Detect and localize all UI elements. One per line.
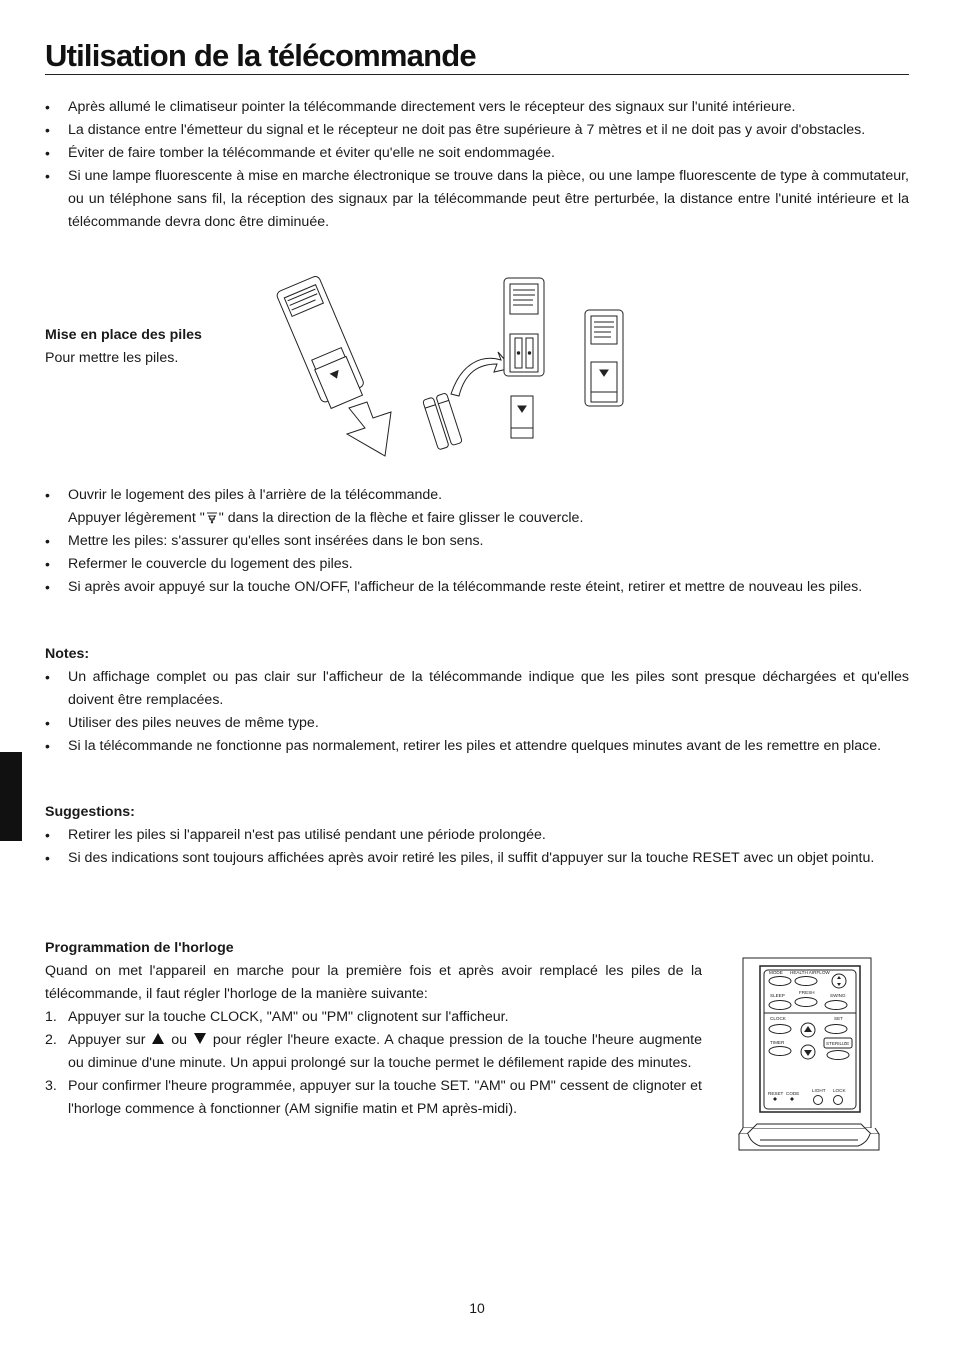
clock-intro: Quand on met l'appareil en marche pour la première fois et après avoir remplacé les piles de la télécommande, il faut régler l'horloge de la manière suivante: bbox=[45, 963, 702, 1002]
sterilize-button[interactable] bbox=[827, 1051, 849, 1060]
list-item: • Mettre les piles: s'assurer qu'elles sont insérées dans le bon sens. bbox=[45, 530, 915, 553]
step-number: 3. bbox=[45, 1078, 57, 1094]
light-button[interactable] bbox=[814, 1096, 823, 1105]
batteries-icon bbox=[423, 393, 463, 450]
remote-control-illustration bbox=[738, 954, 880, 1154]
list-item bbox=[45, 1075, 702, 1121]
list-item: • Refermer le couvercle du logement des piles. bbox=[45, 553, 915, 576]
set-button[interactable] bbox=[825, 1025, 847, 1034]
code-label: CODE bbox=[786, 1091, 800, 1096]
health-airflow-label: HEALTH AIRFLOW bbox=[790, 970, 830, 975]
step-number: 1. bbox=[45, 1009, 57, 1025]
notes-section bbox=[45, 643, 909, 758]
page-title: Utilisation de la télécommande bbox=[45, 38, 476, 73]
suggestions-section bbox=[45, 801, 915, 870]
suggestions-heading: Suggestions: bbox=[45, 804, 135, 820]
insert-arrow-icon bbox=[451, 352, 512, 396]
remote-open bbox=[504, 278, 544, 376]
batteries-steps-list bbox=[45, 484, 915, 599]
set-label: SET bbox=[834, 1016, 843, 1021]
fresh-button[interactable] bbox=[795, 998, 817, 1007]
down-arrow-icon bbox=[194, 1033, 206, 1044]
suggestions-list bbox=[45, 824, 915, 870]
page-number: 10 bbox=[469, 1300, 485, 1316]
clock-step1-text: Appuyer sur la touche CLOCK, "AM" ou "PM" clignotent sur l'afficheur. bbox=[68, 1009, 509, 1025]
clock-button[interactable] bbox=[769, 1025, 791, 1034]
notes-heading: Notes: bbox=[45, 646, 90, 662]
swing-button[interactable] bbox=[825, 1001, 847, 1010]
battery-cover bbox=[511, 396, 533, 438]
swing-label: SWING bbox=[830, 993, 846, 998]
lock-label: LOCK bbox=[833, 1088, 846, 1093]
lock-button[interactable] bbox=[834, 1096, 843, 1105]
mode-button[interactable] bbox=[769, 977, 791, 986]
clock-step2-c: pour régler l'heure exacte. A chaque pression de la touche l'heure augmente ou diminue d'une minute. Un appui prolongé sur la touche permet le défilement rapide des minutes. bbox=[68, 1032, 702, 1071]
up-arrow-icon bbox=[152, 1033, 164, 1044]
timer-label: TIMER bbox=[770, 1040, 785, 1045]
sleep-label: SLEEP bbox=[770, 993, 785, 998]
clock-label: CLOCK bbox=[770, 1016, 786, 1021]
sleep-button[interactable] bbox=[769, 1001, 791, 1010]
title-rule bbox=[45, 74, 909, 75]
list-item bbox=[45, 1029, 702, 1075]
list-item: • Un affichage complet ou pas clair sur l'afficheur de la télécommande indique que les piles sont presque déchargées et qu'elles doivent être remplacées. bbox=[45, 666, 909, 712]
slide-arrow-icon bbox=[347, 402, 391, 456]
batteries-heading: Mise en place des piles bbox=[45, 327, 202, 343]
list-item: • Si des indications sont toujours affichées après avoir retiré les piles, il suffit d'appuyer sur la touche RESET avec un objet pointu. bbox=[45, 847, 915, 870]
intro-list bbox=[45, 96, 909, 234]
list-item: • Si après avoir appuyé sur la touche ON/OFF, l'afficheur de la télécommande reste éteint, retirer et mettre de nouveau les piles. bbox=[45, 576, 915, 599]
list-item: • Si la télécommande ne fonctionne pas normalement, retirer les piles et attendre quelques minutes avant de les remettre en place. bbox=[45, 735, 909, 758]
clock-step2-a: Appuyer sur bbox=[68, 1032, 146, 1048]
list-item: • Éviter de faire tomber la télécommande et éviter qu'elle ne soit endommagée. bbox=[45, 142, 909, 165]
batteries-subtitle: Pour mettre les piles. bbox=[45, 350, 179, 366]
step1-line2-before: Appuyer légèrement " bbox=[68, 510, 205, 526]
list-item bbox=[45, 1006, 702, 1029]
step1-line2-after: " dans la direction de la flèche et faire glisser le couvercle. bbox=[218, 510, 584, 526]
sterilize-label: STERILIZE bbox=[826, 1041, 850, 1046]
clock-section bbox=[45, 937, 702, 1121]
list-item: • Utiliser des piles neuves de même type. bbox=[45, 712, 909, 735]
list-item: • Si une lampe fluorescente à mise en marche électronique se trouve dans la pièce, ou une lampe fluorescente de type à commutateur, ou un téléphone sans fil, la réception des signaux par la télécommande peut être perturbée, la distance entre l'unité intérieure et la télécommande devra donc être diminuée. bbox=[45, 165, 909, 234]
mode-label: MODE bbox=[769, 970, 783, 975]
side-tab-marker bbox=[0, 752, 22, 841]
remote-opening-cover bbox=[276, 275, 368, 411]
reset-label: RESET bbox=[768, 1091, 784, 1096]
list-item: • Retirer les piles si l'appareil n'est pas utilisé pendant une période prolongée. bbox=[45, 824, 915, 847]
notes-list bbox=[45, 666, 909, 758]
step1-line1: Ouvrir le logement des piles à l'arrière de la télécommande. bbox=[68, 487, 443, 503]
clock-steps-list bbox=[45, 1006, 702, 1121]
clock-step3-text: Pour confirmer l'heure programmée, appuyer sur la touche SET. "AM" ou PM" cessent de clignoter et l'horloge commence à fonctionner (AM signifie matin et PM après-midi). bbox=[68, 1078, 702, 1117]
cover-release-icon bbox=[205, 510, 219, 524]
list-item: • Après allumé le climatiseur pointer la télécommande directement vers le récepteur des signaux sur l'unité intérieure. bbox=[45, 96, 909, 119]
fresh-label: FRESH bbox=[799, 990, 815, 995]
list-item bbox=[45, 484, 915, 530]
health-airflow-button[interactable] bbox=[795, 977, 817, 986]
remote-closed bbox=[585, 310, 623, 406]
battery-installation-illustration bbox=[275, 268, 635, 468]
clock-heading: Programmation de l'horloge bbox=[45, 940, 234, 956]
clock-step2-b: ou bbox=[171, 1032, 188, 1048]
step-number: 2. bbox=[45, 1032, 57, 1048]
light-label: LIGHT bbox=[812, 1088, 826, 1093]
list-item: • La distance entre l'émetteur du signal et le récepteur ne doit pas être supérieure à 7 mètres et il ne doit pas y avoir d'obstacles. bbox=[45, 119, 909, 142]
batteries-heading-block bbox=[45, 324, 275, 370]
timer-button[interactable] bbox=[769, 1047, 791, 1056]
